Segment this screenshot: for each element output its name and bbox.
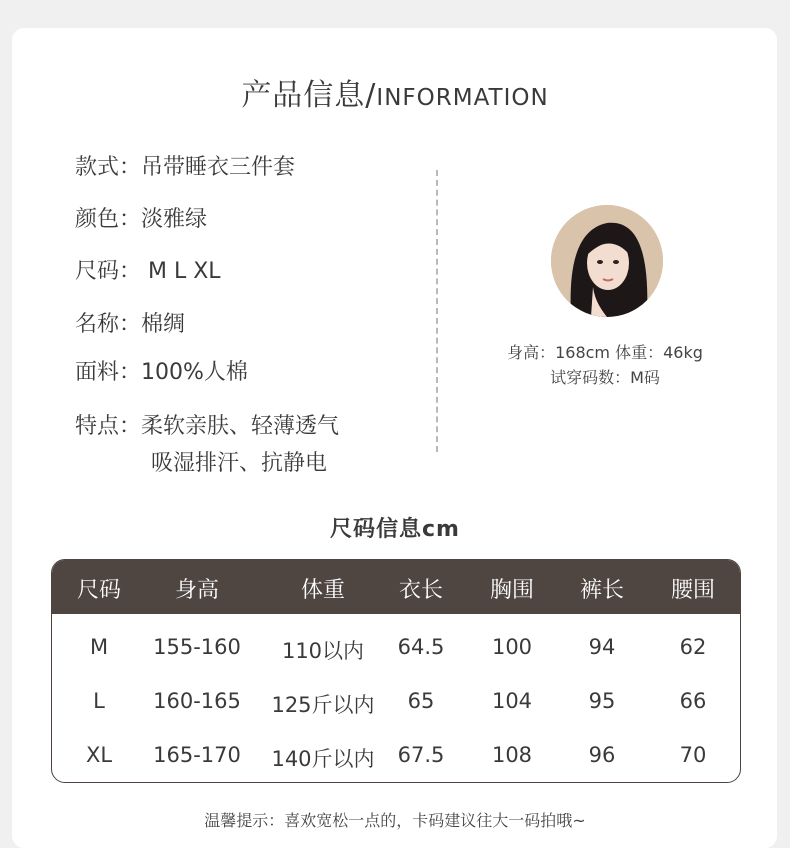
model-avatar	[551, 205, 663, 317]
header-cell: 尺码	[76, 578, 122, 603]
spec-label: 款式：	[75, 155, 142, 180]
spec-name	[75, 307, 185, 338]
title-cn: 产品信息/	[241, 78, 377, 113]
table-cell: M	[89, 635, 109, 659]
table-cell: 94	[588, 635, 616, 659]
spec-color	[75, 202, 207, 233]
header-cell: 身高	[174, 578, 220, 603]
table-cell: 100	[491, 635, 533, 659]
spec-style	[75, 150, 295, 181]
spec-label: 名称：	[75, 312, 142, 337]
spec-value: 柔软亲肤、轻薄透气	[141, 414, 340, 439]
spec-fabric	[75, 355, 248, 386]
table-cell: 96	[588, 743, 616, 767]
header-cell: 体重	[300, 578, 346, 603]
footer-note: 温馨提示：喜欢宽松一点的，卡码建议往大一码拍哦~	[204, 811, 586, 830]
table-cell: 108	[491, 743, 533, 767]
model-measurements: 身高：168cm 体重：46kg	[507, 343, 703, 362]
spec-value: 棉绸	[141, 312, 186, 337]
spec-value: 100%人棉	[141, 360, 248, 385]
spec-size	[75, 254, 221, 285]
table-cell: L	[93, 689, 105, 713]
table-cell: 62	[679, 635, 707, 659]
title-en: INFORMATION	[376, 85, 549, 111]
header-cell: 衣长	[398, 578, 444, 603]
table-cell: 110以内	[281, 639, 365, 663]
page-title	[0, 70, 790, 114]
table-header	[52, 560, 740, 614]
table-cell: 104	[491, 689, 533, 713]
spec-label: 颜色：	[75, 207, 142, 232]
spec-value-line2: 吸湿排汗、抗静电	[151, 451, 328, 476]
model-portrait-icon	[551, 205, 663, 317]
spec-value: 吊带睡衣三件套	[141, 155, 296, 180]
dashed-divider	[436, 170, 438, 452]
header-cell: 腰围	[670, 578, 716, 603]
model-trial-size: 试穿码数：M码	[550, 368, 660, 387]
spec-value: M L XL	[141, 259, 221, 284]
table-cell: 67.5	[397, 743, 445, 767]
table-cell: 66	[679, 689, 707, 713]
table-cell: 95	[588, 689, 616, 713]
table-cell: 125斤以内	[271, 693, 375, 717]
table-cell: 65	[407, 689, 435, 713]
spec-value: 淡雅绿	[141, 207, 208, 232]
header-cell: 胸围	[489, 578, 535, 603]
spec-features	[75, 409, 339, 477]
table-cell: 70	[679, 743, 707, 767]
size-table-title: 尺码信息cm	[330, 517, 460, 542]
table-cell: 155-160	[153, 635, 241, 659]
table-cell: XL	[85, 743, 113, 767]
table-cell: 64.5	[397, 635, 445, 659]
spec-label: 面料：	[75, 360, 142, 385]
spec-label: 特点：	[75, 414, 142, 439]
size-table	[51, 559, 741, 783]
spec-label: 尺码：	[75, 259, 142, 284]
table-cell: 160-165	[153, 689, 241, 713]
table-cell: 140斤以内	[271, 747, 375, 771]
header-cell: 裤长	[579, 578, 625, 603]
table-cell: 165-170	[153, 743, 241, 767]
